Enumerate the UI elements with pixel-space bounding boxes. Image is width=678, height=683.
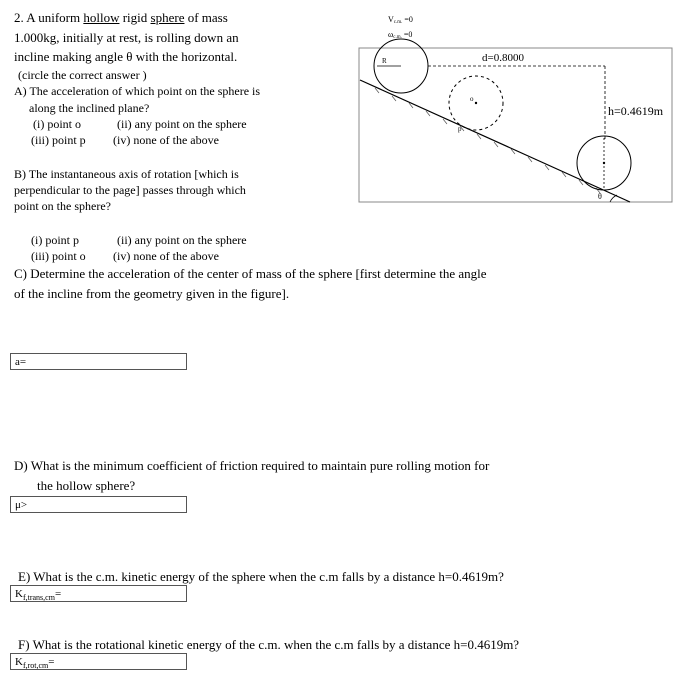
incline-hatching — [375, 88, 600, 193]
figure-frame — [359, 48, 672, 202]
part-a-option-1[interactable]: (i) point o — [33, 117, 81, 131]
part-f-question: F) What is the rotational kinetic energy of the c.m. when the c.m falls by a distance h=0.4619m? — [18, 637, 520, 652]
word-hollow: hollow — [83, 10, 120, 25]
problem-line-4: (circle the correct answer ) — [18, 68, 147, 82]
part-b-option-4[interactable]: (iv) none of the above — [113, 249, 219, 263]
angle-label: θ — [598, 192, 602, 201]
part-c-answer-label: a= — [15, 356, 27, 368]
part-c-question-2: of the incline from the geometry given in the figure]. — [14, 286, 290, 301]
part-f-answer-label: $K_{f,rot,cm}=$ — [15, 656, 55, 671]
part-a-option-4[interactable]: (iv) none of the above — [113, 133, 219, 147]
word-sphere: sphere — [150, 10, 185, 25]
point-p-label: p — [458, 125, 462, 133]
part-d-question-1: D) What is the minimum coefficient of friction required to maintain pure rolling motion for — [14, 458, 490, 473]
h-label: h=0.4619m — [608, 104, 664, 118]
d-label: d=0.8000 — [482, 52, 524, 64]
part-e-answer-label: $K_{f,trans,cm}=$ — [15, 588, 62, 603]
part-a-question-1: A) The acceleration of which point on the sphere is — [14, 84, 261, 98]
problem-line-1-post: of mass — [184, 10, 228, 25]
vcm-label: Vc.m. =0 — [388, 15, 413, 25]
part-b-option-3[interactable]: (iii) point o — [31, 249, 86, 263]
part-e-question: E) What is the c.m. kinetic energy of the sphere when the c.m falls by a distance h=0.4619m? — [18, 569, 504, 584]
radius-label: R — [382, 57, 387, 65]
problem-line-1-pre: 2. A uniform — [14, 10, 84, 25]
part-b-question-1: B) The instantaneous axis of rotation [which is — [14, 167, 239, 181]
part-a-option-2[interactable]: (ii) any point on the sphere — [117, 117, 247, 131]
part-b-question-3: point on the sphere? — [14, 199, 111, 213]
part-d-answer-label: μ> — [15, 499, 28, 511]
part-a-question-2: along the inclined plane? — [29, 101, 150, 115]
bottom-center-point — [603, 162, 605, 164]
part-c-question-1: C) Determine the acceleration of the center of mass of the sphere [first determine the angle — [14, 266, 487, 281]
part-d-question-2: the hollow sphere? — [37, 478, 136, 493]
point-o-label: o — [470, 95, 474, 103]
incline-surface — [360, 80, 630, 202]
omega-label: ωc.m. =0 — [388, 30, 413, 40]
part-b-option-2[interactable]: (ii) any point on the sphere — [117, 233, 247, 247]
problem-line-2: 1.000kg, initially at rest, is rolling down an — [14, 30, 239, 45]
part-b-question-2: perpendicular to the page] passes through which — [14, 183, 246, 197]
center-point-o — [475, 102, 477, 104]
problem-line-3: incline making angle θ with the horizontal. — [14, 49, 238, 64]
part-a-option-3[interactable]: (iii) point p — [31, 133, 86, 147]
problem-line-1-mid: rigid — [119, 10, 151, 25]
part-b-option-1[interactable]: (i) point p — [31, 233, 79, 247]
